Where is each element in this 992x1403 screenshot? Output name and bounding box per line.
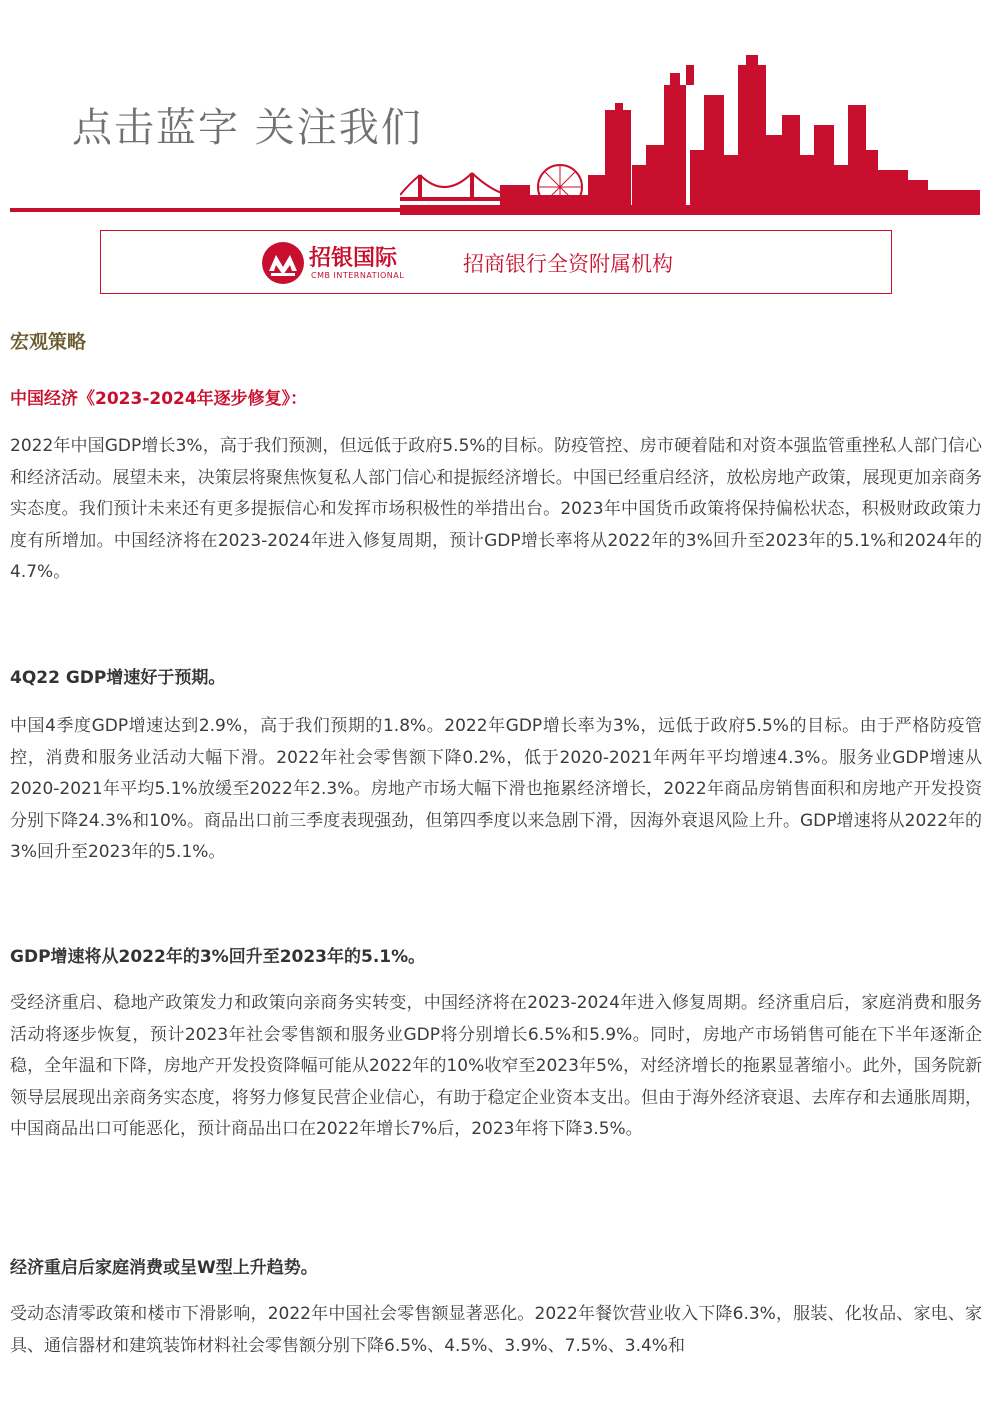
paragraph-1: 2022年中国GDP增长3%，高于我们预测，但远低于政府5.5%的目标。防疫管控、房市硬着陆和对资本强监管重挫私人部门信心和经济活动。展望未来，决策层将聚焦恢复私人部门信心和提振经济增长。中国已经重启经济，放松房地产政策，展现更加亲商务实态度。我们预计未来还有更多提振信心和发挥市场积极性的举措出台。2023年中国货币政策将保持偏松状态，积极财政政策力度有所增加。中国经济将在2023-2024年进入修复周期，预计GDP增长率将从2022年的3%回升至2023年的5.1%和2024年的4.7%。 [10,436,982,582]
paragraph-3: 受经济重启、稳地产政策发力和政策向亲商务实转变，中国经济将在2023-2024年进入修复周期。经济重启后，家庭消费和服务活动将逐步恢复，预计2023年社会零售额和服务业GDP将分别增长6.5%和5.9%。同时，房地产市场销售可能在下半年逐渐企稳，全年温和下降，房地产开发投资降幅可能从2022年的10%收窄至2023年5%，对经济增长的拖累显著缩小。此外，国务院新领导层展现出亲商务实态度，将努力修复民营企业信心，有助于稳定企业资本支出。但由于海外经济衰退、去库存和去通胀周期，中国商品出口可能恶化，预计商品出口在2022年增长7%后，2023年将下降3.5%。 [10,993,982,1139]
paragraph-4: 受动态清零政策和楼市下滑影响，2022年中国社会零售额显著恶化。2022年餐饮营业收入下降6.3%，服装、化妆品、家电、家具、通信器材和建筑装饰材料社会零售额分别下降6.5%、4.5%、3.9%、7.5%、3.4%和 [10,1304,982,1356]
brand-box [100,230,892,294]
banner-title[interactable]: 点击蓝字 关注我们 [72,105,423,151]
subheading-gdp-outlook: GDP增速将从2022年的3%回升至2023年的5.1%。 [10,947,426,967]
subheading-consumption: 经济重启后家庭消费或呈W型上升趋势。 [10,1258,318,1278]
city-skyline-illustration [400,55,980,215]
subheading-4q22: 4Q22 GDP增速好于预期。 [10,668,226,688]
article-heading: 中国经济《2023-2024年逐步修复》： [10,389,308,409]
brand-tagline: 招商银行全资附属机构 [463,252,673,276]
section-title: 宏观策略 [10,331,87,353]
brand-name-cn: 招银国际 [309,246,398,271]
brand-name-en: CMB INTERNATIONAL [311,271,405,280]
paragraph-2: 中国4季度GDP增速达到2.9%，高于我们预期的1.8%。2022年GDP增长率为3%，远低于政府5.5%的目标。由于严格防疫管控，消费和服务业活动大幅下滑。2022年社会零售额下降0.2%，低于2020-2021年两年平均增速4.3%。服务业GDP增速从2020-2021年平均5.1%放缓至2022年2.3%。房地产市场大幅下滑也拖累经济增长，2022年商品房销售面积和房地产开发投资分别下降24.3%和10%。商品出口前三季度表现强劲，但第四季度以来急剧下滑，因海外衰退风险上升。GDP增速将从2022年的3%回升至2023年的5.1%。 [10,716,982,862]
header-divider [10,208,980,212]
header-banner [0,0,992,215]
cmb-logo-icon [261,241,305,285]
